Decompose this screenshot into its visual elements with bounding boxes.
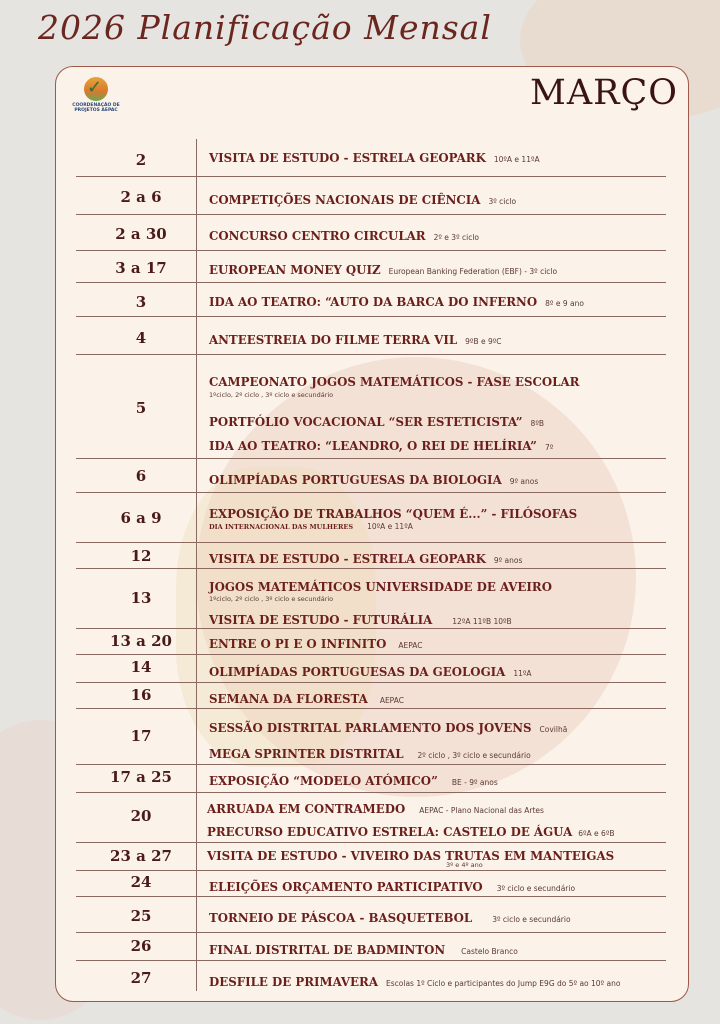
event-title: SEMANA DA FLORESTA (209, 692, 368, 706)
event-note: 3º ciclo (488, 197, 517, 206)
day-label: 17 (130, 727, 152, 745)
event (209, 469, 669, 488)
event (209, 907, 669, 926)
event (209, 576, 669, 595)
event-note: Escolas 1º Ciclo e participantes do Jump E9G do 5º ao 10º ano (386, 979, 621, 988)
table-row (76, 933, 666, 961)
event-note: 8º e 9 ano (545, 299, 584, 308)
table-row (76, 493, 666, 543)
day-label: 27 (130, 969, 152, 987)
event-subtitle: DIA INTERNACIONAL DAS MULHERES (209, 523, 354, 531)
page-title: 2026 Planificação Mensal (38, 8, 492, 47)
event (209, 971, 669, 990)
table-row (76, 543, 666, 569)
event-note: AEPAC (398, 641, 423, 650)
day-label: 25 (130, 907, 152, 925)
table-row (76, 251, 666, 283)
event (209, 189, 669, 208)
event (207, 845, 667, 864)
day-label: 2 a 6 (120, 188, 162, 206)
event-title: OLIMPÍADAS PORTUGUESAS DA BIOLOGIA (209, 473, 502, 487)
day-label: 4 (135, 329, 147, 347)
event (209, 329, 669, 348)
table-row (76, 139, 666, 177)
event-note: Castelo Branco (461, 947, 518, 956)
check-logo-icon: ✓ (84, 77, 108, 101)
event-title: VISITA DE ESTUDO - FUTURÁLIA (209, 613, 433, 627)
event (209, 225, 669, 244)
event-title: ARRUADA EM CONTRAMEDO (207, 802, 406, 816)
event (209, 503, 669, 522)
event (209, 633, 669, 652)
event-title: EUROPEAN MONEY QUIZ (209, 263, 381, 277)
table-row (76, 569, 666, 629)
event-title: IDA AO TEATRO: “AUTO DA BARCA DO INFERNO (209, 295, 538, 309)
table-row (76, 793, 666, 843)
day-label: 3 a 17 (115, 259, 167, 277)
day-label: 26 (130, 937, 152, 955)
event-title: PORTFÓLIO VOCACIONAL “SER ESTETICISTA” (209, 415, 523, 429)
day-label: 12 (130, 547, 152, 565)
event-title: DESFILE DE PRIMAVERA (209, 975, 379, 989)
event-title: IDA AO TEATRO: “LEANDRO, O REI DE HELÍRIA” (209, 439, 537, 453)
event-title: VISITA DE ESTUDO - ESTRELA GEOPARK (209, 151, 486, 165)
event (209, 717, 669, 736)
event-note: 10ºA e 11ºA (367, 522, 413, 531)
table-row (76, 961, 666, 997)
event-note: 8ºB (530, 419, 544, 428)
day-label: 5 (135, 399, 147, 417)
event-subnote: 3º e 4º ano (446, 861, 483, 869)
event-note: 6ºA e 6ºB (578, 829, 615, 838)
event-title: ELEIÇÕES ORÇAMENTO PARTICIPATIVO (209, 880, 483, 894)
event-title: CAMPEONATO JOGOS MATEMÁTICOS - FASE ESCOLAR (209, 375, 580, 389)
event (209, 435, 669, 454)
table-row (76, 709, 666, 765)
event-note: Covilhã (539, 725, 568, 734)
logo-text: COORDENAÇÃO DE PROJETOS AEPAC (72, 103, 120, 113)
event (209, 291, 669, 310)
event-title: MEGA SPRINTER DISTRITAL (209, 747, 404, 761)
event-title: FINAL DISTRITAL DE BADMINTON (209, 943, 446, 957)
event-note: AEPAC - Plano Nacional das Artes (419, 806, 544, 815)
event-title: VISITA DE ESTUDO - ESTRELA GEOPARK (209, 552, 486, 566)
table-row (76, 283, 666, 317)
logo (70, 77, 122, 133)
event-note: 2º e 3º ciclo (433, 233, 479, 242)
day-label: 14 (130, 658, 152, 676)
day-label: 3 (135, 293, 147, 311)
event-note: 9º anos (509, 477, 539, 486)
event-note: 10ºA e 11ºA (493, 155, 540, 164)
event-title: COMPETIÇÕES NACIONAIS DE CIÊNCIA (209, 193, 481, 207)
table-row (76, 765, 666, 793)
event-title: EXPOSIÇÃO DE TRABALHOS “QUEM É...” - FILÓSOFAS (209, 507, 578, 521)
event-title: TORNEIO DE PÁSCOA - BASQUETEBOL (209, 911, 473, 925)
event-subnote: 1ºciclo, 2º ciclo , 3º ciclo e secundário (209, 595, 334, 603)
event-note: 2º ciclo , 3º ciclo e secundário (417, 751, 531, 760)
event (209, 743, 669, 762)
table-row (76, 629, 666, 655)
day-label: 6 (135, 467, 147, 485)
table-row (76, 655, 666, 683)
table-row (76, 177, 666, 215)
table-row (76, 683, 666, 709)
event-title: CONCURSO CENTRO CIRCULAR (209, 229, 426, 243)
event-note: 9º anos (493, 556, 523, 565)
day-label: 6 a 9 (120, 509, 162, 527)
table-row (76, 459, 666, 493)
event (209, 548, 669, 567)
event-note: 9ºB e 9ºC (465, 337, 502, 346)
event-note: AEPAC (379, 696, 404, 705)
day-label: 16 (130, 686, 152, 704)
event (209, 147, 669, 166)
event-note: 3º ciclo e secundário (496, 884, 576, 893)
event (209, 411, 669, 430)
day-label: 20 (130, 807, 152, 825)
event (209, 371, 669, 390)
event-title: PRECURSO EDUCATIVO ESTRELA: CASTELO DE ÁGUA (207, 825, 573, 839)
event-note: European Banking Federation (EBF) - 3º ciclo (388, 267, 558, 276)
event-note: BE - 9º anos (451, 778, 498, 787)
event-title: SESSÃO DISTRITAL PARLAMENTO DOS JOVENS (209, 721, 532, 735)
table-row (76, 871, 666, 897)
event (209, 939, 669, 958)
day-label: 24 (130, 873, 152, 891)
event (207, 821, 667, 840)
event-title: EXPOSIÇÃO “MODELO ATÓMICO” (209, 774, 438, 788)
day-label: 13 (130, 589, 152, 607)
table-row (76, 317, 666, 355)
table-row (76, 843, 666, 871)
event-title: ANTEESTREIA DO FILME TERRA VIL (209, 333, 458, 347)
day-label: 2 a 30 (115, 225, 167, 243)
table-row (76, 355, 666, 459)
day-label: 13 a 20 (110, 632, 172, 650)
event (207, 798, 667, 817)
event (209, 661, 669, 680)
event-title: ENTRE O PI E O INFINITO (209, 637, 387, 651)
day-label: 17 a 25 (110, 768, 172, 786)
event (209, 259, 669, 278)
event-subnote: 1ºciclo, 2º ciclo , 3º ciclo e secundário (209, 391, 334, 399)
event-note: 11ºA (513, 669, 532, 678)
event-title: VISITA DE ESTUDO - VIVEIRO DAS TRUTAS EM MANTEIGAS (207, 849, 615, 863)
table-row (76, 897, 666, 933)
event (209, 876, 669, 895)
event-title: JOGOS MATEMÁTICOS UNIVERSIDADE DE AVEIRO (209, 580, 552, 594)
event-note: 3º ciclo e secundário (492, 915, 571, 924)
calendar-card (55, 66, 689, 1002)
day-label: 23 a 27 (110, 847, 172, 865)
event (209, 688, 669, 707)
table-row (76, 215, 666, 251)
event-note: 12ºA 11ºB 10ºB (452, 617, 512, 626)
event-subnote (209, 522, 413, 531)
month-title: MARÇO (530, 73, 678, 113)
event-note: 7º (544, 443, 554, 452)
event (209, 609, 669, 628)
event (209, 770, 669, 789)
event-title: OLIMPÍADAS PORTUGUESAS DA GEOLOGIA (209, 665, 506, 679)
day-label: 2 (135, 151, 147, 169)
